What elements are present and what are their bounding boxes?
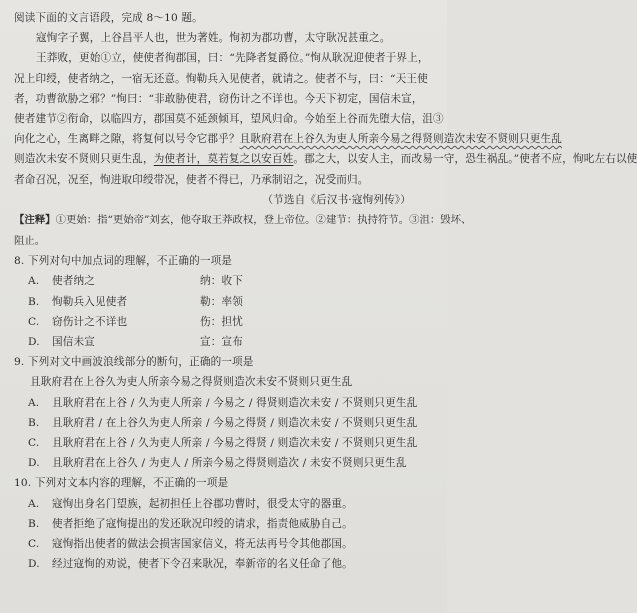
q10-option-d[interactable]	[14, 554, 433, 574]
question-8-stem: 8. 下列对句中加点词的理解，不正确的一项是	[14, 255, 233, 268]
option-text: 寇恂出身名门望族，起初担任上谷郡功曹时，很受太守的器重。	[52, 497, 353, 510]
option-key: B.	[28, 416, 40, 429]
passage-line: 况上印绶，使者纳之，一宿无还意。恂勒兵入见使者，就请之。使者不与，曰：“天王使	[14, 72, 428, 85]
q9-option-c[interactable]	[14, 433, 433, 453]
annotation-line	[14, 210, 472, 231]
q9-option-b[interactable]	[14, 413, 433, 433]
option-key: C.	[28, 437, 40, 450]
q9-option-a[interactable]	[14, 393, 433, 413]
option-key: A.	[28, 275, 40, 288]
passage-source: （节选自《后汉书·寇恂列传》）	[262, 193, 411, 206]
q8-option-b[interactable]	[14, 292, 433, 312]
passage-line	[14, 129, 562, 149]
option-text: 且耿府君在上谷 / 久为吏人所亲 / 今易之得贤 / 则造次未安 / 不贤则只更生乱	[52, 437, 418, 450]
option-text: 使者纳之	[52, 275, 95, 288]
option-text: 使者拒绝了寇恂提出的发还耿况印绶的请求，指责他威胁自己。	[52, 517, 353, 530]
passage-text: 郡之大，以安人主，而改易一守，恐生祸乱。”使者不应，恂叱左右以使	[304, 153, 637, 166]
option-key: D.	[28, 558, 40, 571]
annotation-label: 【注释】	[14, 214, 56, 227]
option-key: B.	[28, 295, 40, 308]
annotation-text: ①更始：指“更始帝”刘玄，他夺取王莽政权，登上帝位。②建节：执持符节。③沮：毁坏、	[55, 214, 472, 227]
wavy-underlined-sentence: 且耿府君在上谷久为吏人所亲今易之得贤则造次未安不贤则只更生乱	[239, 133, 562, 146]
reading-intro: 阅读下面的文言语段，完成 8～10 题。	[14, 12, 203, 24]
option-text: 且耿府君 / 在上谷久为吏人所亲 / 今易之得贤 / 则造次未安 / 不贤则只更生乱	[52, 416, 418, 429]
passage-text: 则造次未安不贤则只更生乱	[14, 153, 143, 166]
option-key: D.	[28, 336, 40, 349]
option-text: 恂勒兵入见使者	[52, 295, 128, 308]
underlined-phrase: 为使者计，莫若复之以安百姓	[153, 153, 294, 166]
q8-option-d[interactable]	[14, 332, 433, 352]
option-text: 窃伤计之不详也	[52, 315, 128, 328]
option-text: 且耿府君在上谷久 / 为吏人 / 所亲今易之得贤则造次 / 未安不贤则只更生乱	[52, 457, 407, 470]
passage-line: 使者建节②衔命，以临四方，郡国莫不延颈倾耳，望风归命。今始至上谷而先堕大信，沮③	[14, 113, 444, 126]
passage-text: 向化之心，生离畔之隙，将复何以号令它郡乎？	[14, 133, 240, 146]
option-key: D.	[28, 457, 40, 470]
q9-option-d[interactable]	[14, 453, 433, 473]
option-text: 寇恂指出使者的做法会损害国家信义，将无法再号令其他郡国。	[52, 538, 353, 551]
option-key: A.	[28, 396, 40, 409]
option-gloss: 宣：宣布	[200, 336, 243, 349]
question-9-stem: 9. 下列对文中画波浪线部分的断句，正确的一项是	[14, 356, 254, 369]
passage-line: 则造次未安不贤则只更生乱，为使者计，莫若复之以安百姓。郡之大，以安人主，而改易一守，恐生祸乱。”使者不应，恂叱左右以使	[14, 153, 637, 166]
q8-option-a[interactable]	[14, 271, 433, 291]
passage-line: 寇恂字子翼，上谷昌平人也，世为著姓。恂初为郡功曹，太守耿况甚重之。	[36, 32, 391, 45]
q10-option-a[interactable]	[14, 494, 433, 514]
annotation-line: 阻止。	[14, 234, 46, 247]
question-10-stem: 10. 下列对文本内容的理解，不正确的一项是	[14, 477, 229, 490]
option-text: 国信未宣	[52, 336, 95, 349]
option-key: C.	[28, 315, 40, 328]
passage-line: 王莽败，更始①立，使使者徇郡国，曰：“先降者复爵位。”恂从耿况迎使者于界上，	[36, 52, 429, 65]
passage-line: 者命召况，况至，恂进取印绶带况，使者不得已，乃承制诏之，况受而归。	[14, 173, 369, 186]
q10-option-b[interactable]	[14, 514, 433, 534]
option-gloss: 纳：收下	[200, 275, 243, 288]
option-gloss: 勒：率领	[200, 295, 243, 308]
option-text: 经过寇恂的劝说，使者下令召来耿况，奉新帝的名义任命了他。	[52, 558, 353, 571]
option-key: B.	[28, 517, 40, 530]
option-gloss: 伤：担忧	[200, 315, 243, 328]
option-key: A.	[28, 497, 40, 510]
q9-sentence: 且耿府君在上谷久为吏人所亲今易之得贤则造次未安不贤则只更生乱	[30, 376, 353, 389]
option-key: C.	[28, 538, 40, 551]
passage-line: 者，功曹欲胁之邪？”恂曰：“非敢胁使君，窃伤计之不详也。今天下初定，国信未宣，	[14, 92, 423, 105]
option-text: 且耿府君在上谷 / 久为吏人所亲 / 今易之 / 得贤则造次未安 / 不贤则只更生乱	[52, 396, 418, 409]
q10-option-c[interactable]	[14, 534, 433, 554]
q8-option-c[interactable]	[14, 312, 433, 332]
classical-passage	[14, 28, 637, 190]
